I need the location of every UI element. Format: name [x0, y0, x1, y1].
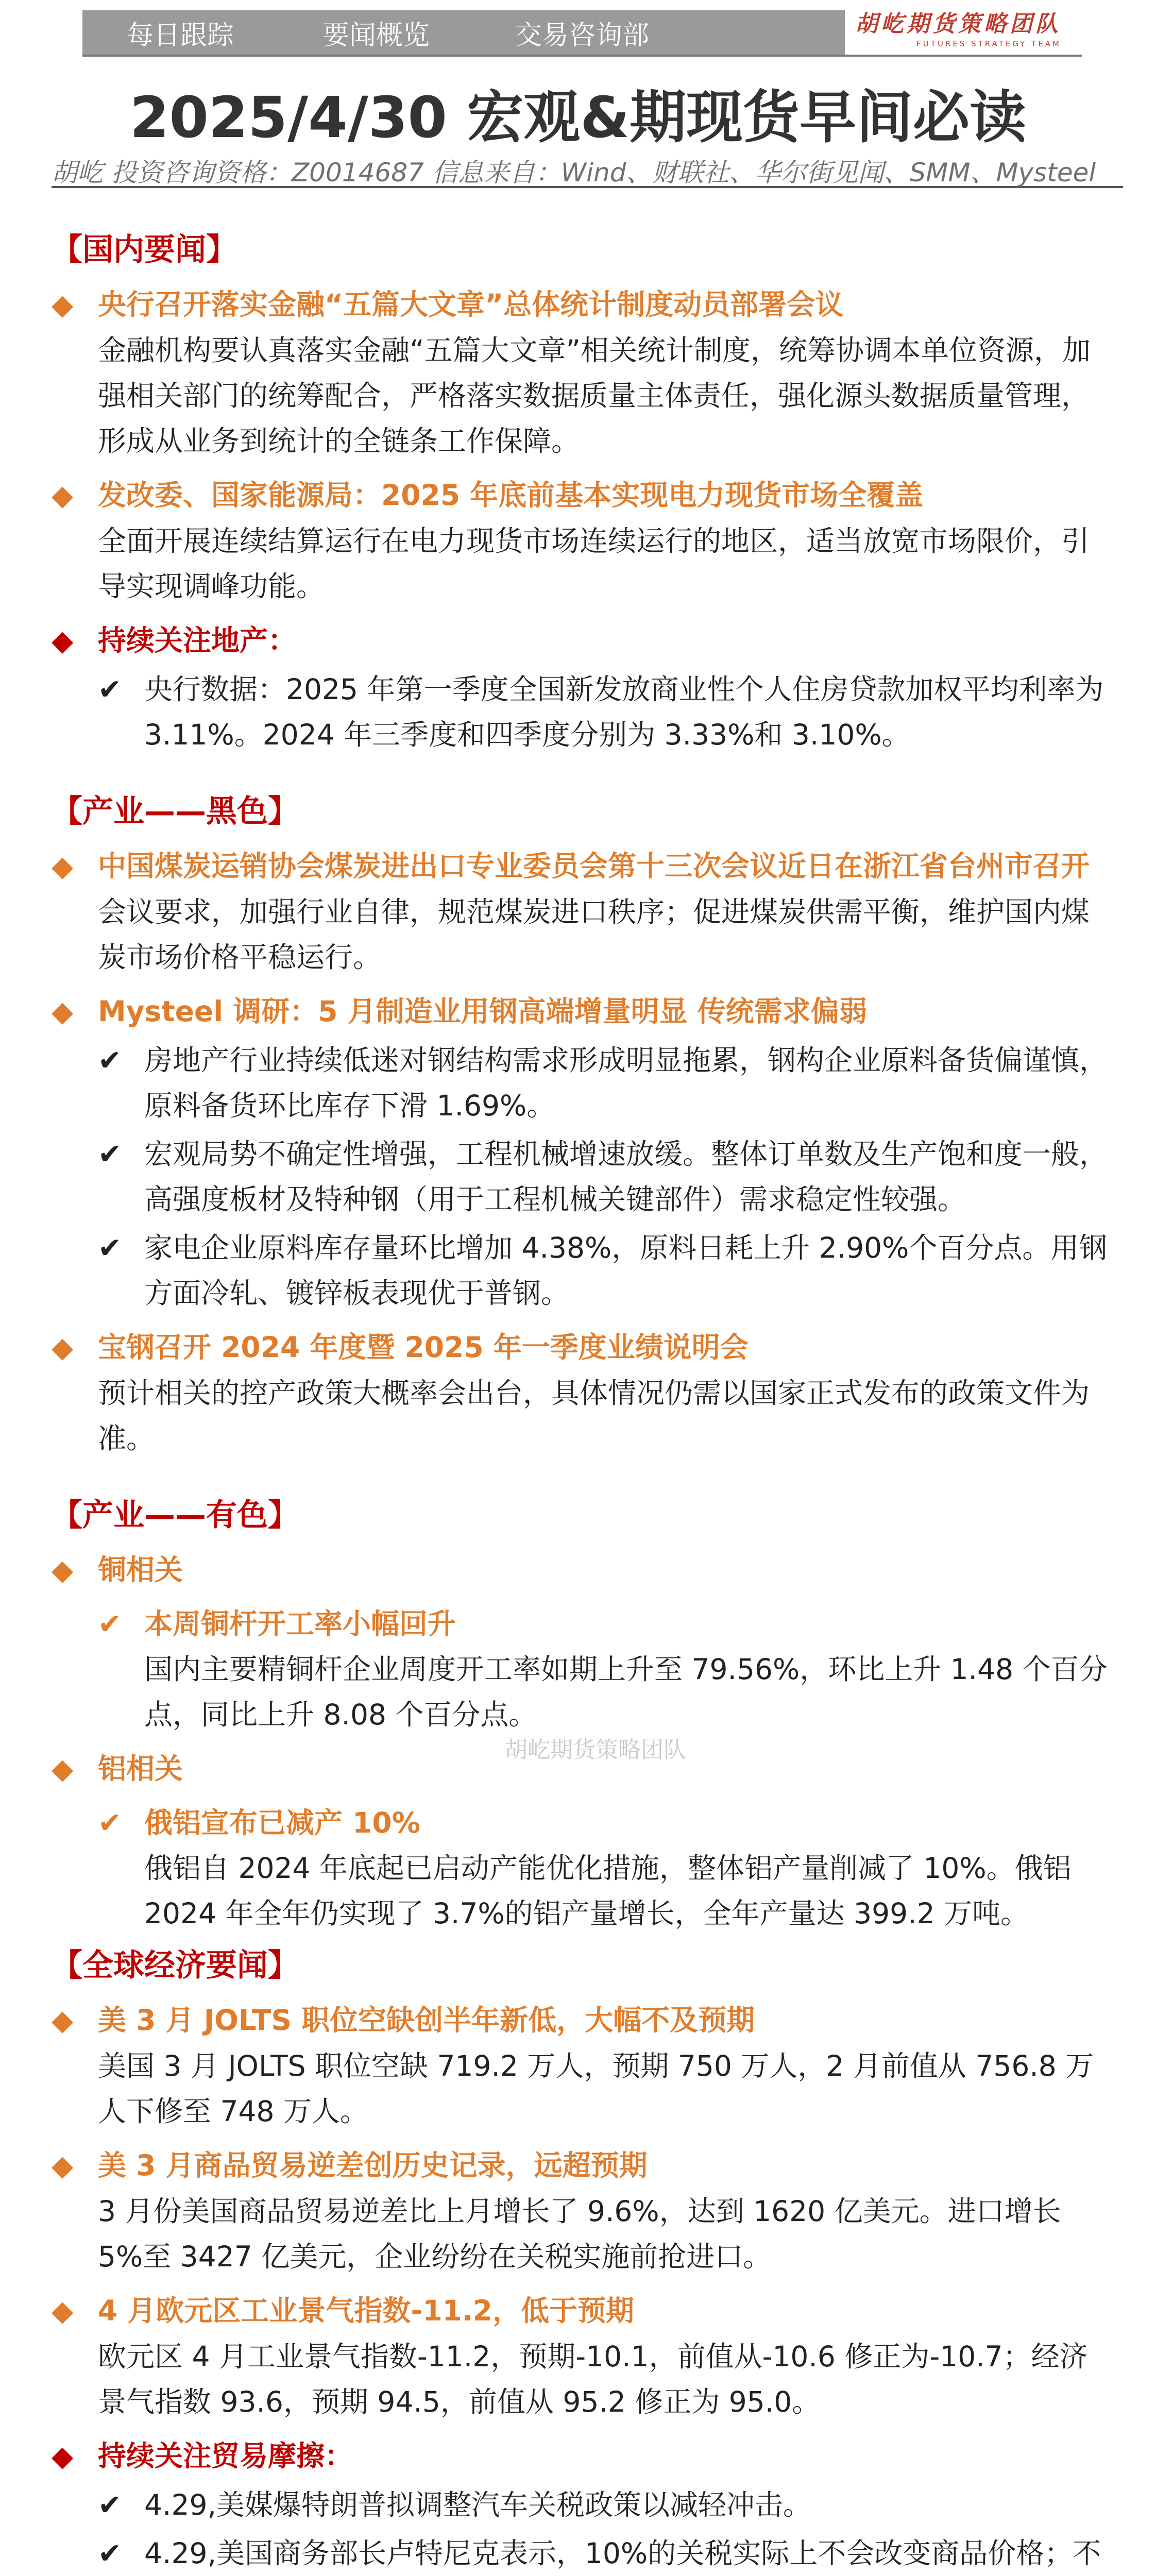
- watch-heading-text: 持续关注贸易摩擦：: [98, 2439, 353, 2472]
- sub-heading-text: 俄铝宣布已减产 10%: [144, 1806, 420, 1839]
- check-item: [52, 2482, 1108, 2528]
- news-heading: [52, 1997, 1108, 2043]
- news-heading: [52, 2142, 1108, 2189]
- check-icon: ✔: [98, 1231, 122, 1264]
- news-paragraph: 预计相关的控产政策大概率会出台，具体情况仍需以国家正式发布的政策文件为准。: [98, 1377, 1090, 1455]
- check-icon: ✔: [98, 1138, 122, 1171]
- news-paragraph: 金融机构要认真落实金融“五篇大文章”相关统计制度，统筹协调本单位资源，加强相关部门的统筹配合，严格落实数据质量主体责任，强化源头数据质量管理，形成从业务到统计的全链条工作保障。: [98, 334, 1091, 457]
- diamond-icon: ◆: [52, 1331, 74, 1364]
- diamond-icon: ◆: [52, 1752, 74, 1785]
- news-paragraph: 3 月份美国商品贸易逆差比上月增长了 9.6%，达到 1620 亿美元。进口增长 5%至 3427 亿美元，企业纷纷在关税实施前抢进口。: [98, 2195, 1061, 2273]
- news-heading-text: 发改委、国家能源局：2025 年底前基本实现电力现货市场全覆盖: [98, 479, 924, 512]
- check-item-text: 央行数据：2025 年第一季度全国新发放商业性个人住房贷款加权平均利率为 3.11%。2024 年三季度和四季度分别为 3.33%和 3.10%。: [144, 673, 1104, 751]
- section-title-nonferrous: 【产业——有色】: [52, 1497, 299, 1533]
- header-bar: [82, 10, 1082, 57]
- main-content: [52, 227, 1108, 2576]
- brand-tagline: FUTURES STRATEGY TEAM: [916, 39, 1061, 48]
- news-heading-text: 美 3 月 JOLTS 职位空缺创半年新低，大幅不及预期: [98, 2004, 755, 2037]
- news-heading: [52, 1547, 1108, 1593]
- nav-bar: [82, 10, 845, 55]
- nav-item-trading-advisory[interactable]: 交易咨询部: [515, 20, 649, 51]
- author-credit: 胡屹 投资咨询资格：Z0014687 信息来自：Wind、财联社、华尔街见闻、SMM、Mysteel: [52, 152, 1123, 188]
- watch-heading: [52, 2433, 1108, 2479]
- news-paragraph: 俄铝自 2024 年底起已启动产能优化措施，整体铝产量削减了 10%。俄铝 2024 年全年仍实现了 3.7%的铝产量增长，全年产量达 399.2 万吨。: [144, 1852, 1072, 1930]
- news-heading-text: Mysteel 调研：5 月制造业用钢高端增量明显 传统需求偏弱: [98, 995, 868, 1028]
- diamond-icon: ◆: [52, 624, 74, 657]
- diamond-icon: ◆: [52, 2149, 74, 2182]
- watermark: 胡屹期货策略团队: [505, 1737, 686, 1763]
- check-icon: ✔: [98, 1806, 122, 1839]
- check-item-text: 4.29,美媒爆特朗普拟调整汽车关税政策以减轻冲击。: [144, 2488, 811, 2521]
- news-paragraph: 美国 3 月 JOLTS 职位空缺 719.2 万人，预期 750 万人，2 月前值从 756.8 万人下修至 748 万人。: [98, 2049, 1094, 2128]
- news-heading: [52, 843, 1108, 889]
- watch-heading: [52, 617, 1108, 664]
- page-title: 2025/4/30 宏观&期现货早间必读: [129, 84, 1027, 150]
- news-heading: [52, 1745, 1108, 1792]
- news-paragraph: 欧元区 4 月工业景气指数-11.2，预期-10.1，前值从-10.6 修正为-10.7；经济景气指数 93.6，预期 94.5，前值从 95.2 修正为 95.0。: [98, 2340, 1088, 2418]
- sub-heading: [52, 1601, 1108, 1647]
- diamond-icon: ◆: [52, 1553, 74, 1586]
- check-item: [52, 667, 1108, 757]
- diamond-icon: ◆: [52, 479, 74, 512]
- check-item-text: 房地产行业持续低迷对钢结构需求形成明显拖累，钢构企业原料备货偏谨慎，原料备货环比库存下滑 1.69%。: [144, 1044, 1108, 1122]
- news-heading: [52, 1324, 1108, 1370]
- check-item-text: 宏观局势不确定性增强，工程机械增速放缓。整体订单数及生产饱和度一般，高强度板材及特种钢（用于工程机械关键部件）需求稳定性较强。: [144, 1138, 1108, 1216]
- news-heading-text: 铜相关: [98, 1553, 183, 1586]
- check-item: [52, 1225, 1108, 1316]
- check-item-text: 家电企业原料库存量环比增加 4.38%，原料日耗上升 2.90%个百分点。用钢方面冷轧、镀锌板表现优于普钢。: [144, 1231, 1108, 1310]
- diamond-icon: ◆: [52, 850, 74, 883]
- news-paragraph: 国内主要精铜杆企业周度开工率如期上升至 79.56%，环比上升 1.48 个百分点，同比上升 8.08 个百分点。: [144, 1653, 1108, 1731]
- news-heading-text: 宝钢召开 2024 年度暨 2025 年一季度业绩说明会: [98, 1331, 749, 1364]
- news-heading-text: 铝相关: [98, 1752, 183, 1785]
- check-icon: ✔: [98, 1044, 122, 1077]
- news-heading: [52, 2287, 1108, 2334]
- check-item-text: 4.29,美国商务部长卢特尼克表示，10%的关税实际上不会改变商品价格；不: [144, 2537, 1101, 2570]
- watch-heading-text: 持续关注地产：: [98, 624, 297, 657]
- diamond-icon: ◆: [52, 288, 74, 321]
- diamond-icon: ◆: [52, 2439, 74, 2472]
- diamond-icon: ◆: [52, 995, 74, 1028]
- news-heading-text: 4 月欧元区工业景气指数-11.2，低于预期: [98, 2294, 634, 2327]
- news-heading-text: 美 3 月商品贸易逆差创历史记录，远超预期: [98, 2149, 648, 2182]
- sub-heading: [52, 1800, 1108, 1845]
- section-title-black: 【产业——黑色】: [52, 793, 299, 829]
- check-icon: ✔: [98, 2488, 122, 2521]
- check-icon: ✔: [98, 1607, 122, 1640]
- section-title-domestic: 【国内要闻】: [52, 232, 237, 268]
- sub-heading-text: 本周铜杆开工率小幅回升: [144, 1607, 456, 1640]
- news-heading-text: 央行召开落实金融“五篇大文章”总体统计制度动员部署会议: [98, 288, 844, 321]
- brand-logo: [835, 10, 1061, 55]
- news-paragraph: 会议要求，加强行业自律，规范煤炭进口秩序；促进煤炭供需平衡，维护国内煤炭市场价格平稳运行。: [98, 895, 1090, 974]
- news-heading: [52, 988, 1108, 1035]
- news-heading-text: 中国煤炭运销协会煤炭进出口专业委员会第十三次会议近日在浙江省台州市召开: [98, 850, 1090, 883]
- check-item: [52, 1131, 1108, 1222]
- check-item: [52, 2531, 1108, 2576]
- diamond-icon: ◆: [52, 2294, 74, 2327]
- brand-name: 胡屹期货策略团队: [855, 11, 1061, 37]
- nav-item-news-overview[interactable]: 要闻概览: [322, 20, 430, 51]
- check-item: [52, 1038, 1108, 1128]
- news-heading: [52, 281, 1108, 328]
- section-title-global: 【全球经济要闻】: [52, 1947, 299, 1984]
- nav-item-daily-tracking[interactable]: 每日跟踪: [126, 20, 234, 51]
- diamond-icon: ◆: [52, 2004, 74, 2037]
- news-paragraph: 全面开展连续结算运行在电力现货市场连续运行的地区，适当放宽市场限价，引导实现调峰功能。: [98, 524, 1090, 603]
- check-icon: ✔: [98, 673, 122, 706]
- news-heading: [52, 472, 1108, 518]
- check-icon: ✔: [98, 2537, 122, 2570]
